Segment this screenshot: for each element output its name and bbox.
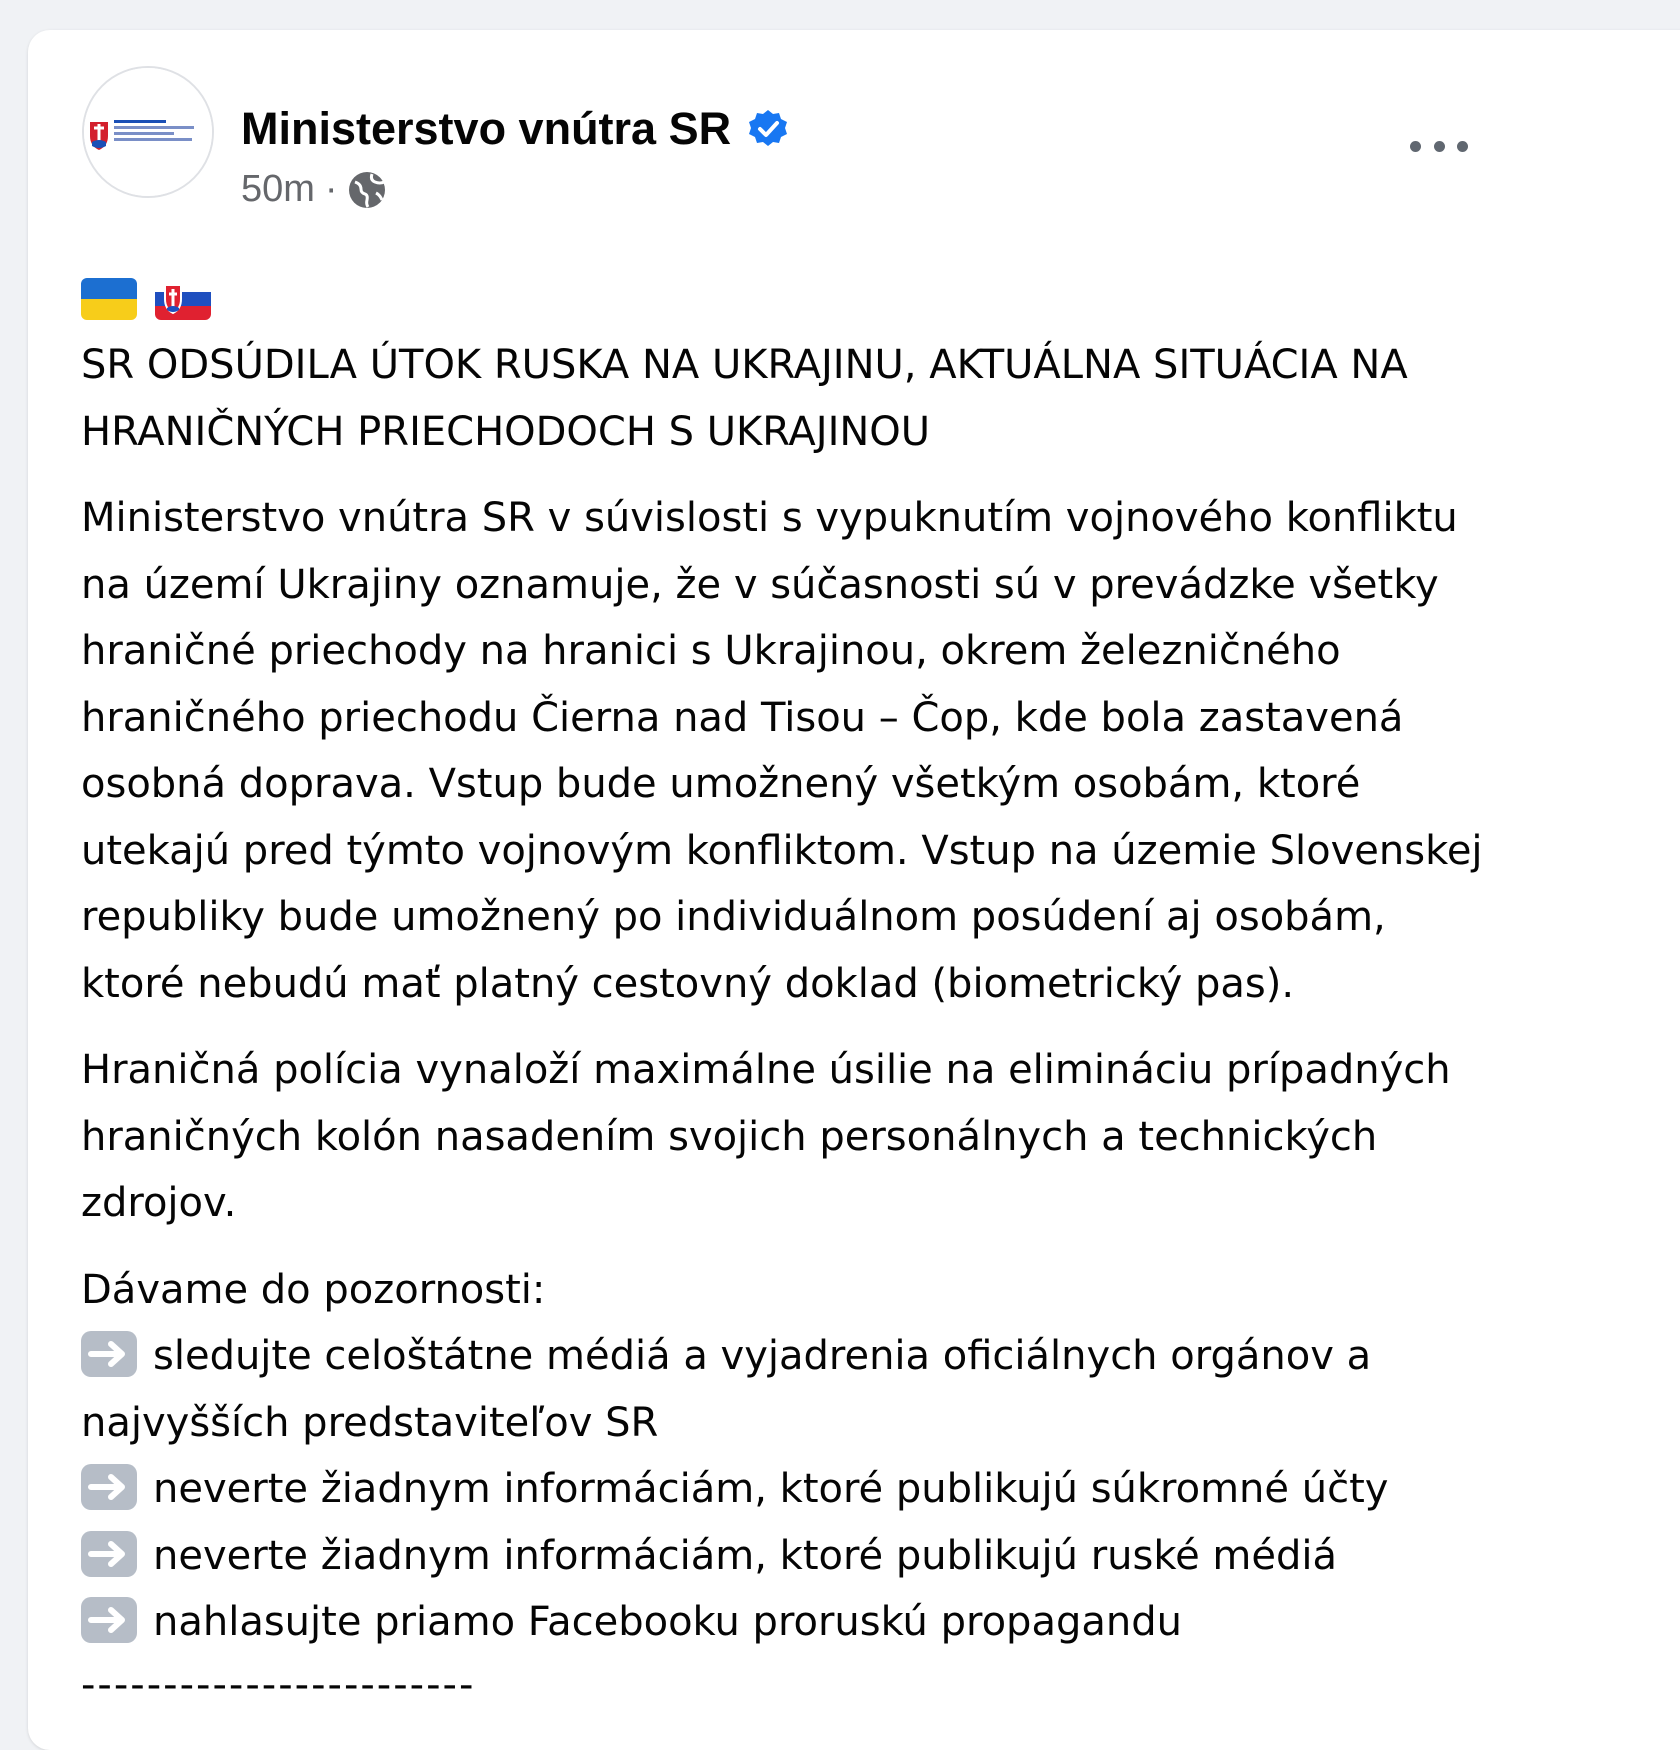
more-dot — [1434, 141, 1445, 152]
more-options-icon[interactable] — [1410, 126, 1468, 166]
list-item — [81, 1523, 1641, 1590]
meta-separator: · — [324, 168, 338, 210]
list-item — [81, 1323, 1641, 1456]
list-item-text: neverte žiadnym informáciám, ktoré publikujú súkromné účty — [153, 1466, 1389, 1512]
right-arrow-emoji-icon — [81, 1531, 137, 1577]
list-item-text: najvyšších predstaviteľov SR — [81, 1399, 659, 1446]
text-line: na území Ukrajiny oznamuje, že v súčasnosti sú v prevádzke všetky — [81, 561, 1439, 608]
more-dot — [1457, 141, 1468, 152]
verified-badge-icon — [747, 108, 789, 150]
page-avatar[interactable] — [82, 66, 214, 198]
globe-icon[interactable] — [346, 169, 388, 211]
attention-list — [81, 1257, 1641, 1719]
text-line: hraničné priechody na hranici s Ukrajinou, okrem železničného — [81, 628, 1341, 674]
page-name-text[interactable]: Ministerstvo vnútra SR — [241, 103, 732, 154]
list-item-text: neverte žiadnym informáciám, ktoré publikujú ruské médiá — [153, 1532, 1337, 1579]
text-line: zdrojov. — [81, 1180, 237, 1226]
list-item — [81, 1456, 1641, 1523]
right-arrow-emoji-icon — [81, 1331, 137, 1377]
text-separator: ------------------------ — [81, 1661, 476, 1708]
paragraph-police — [81, 1037, 1641, 1237]
text-line: republiky bude umožnený po individuálnom posúdení aj osobám, — [81, 894, 1386, 940]
page-name[interactable] — [241, 102, 789, 156]
post-headline — [81, 332, 1641, 465]
headline-line: SR ODSÚDILA ÚTOK RUSKA NA UKRAJINU, AKTUÁLNA SITUÁCIA NA — [81, 342, 1408, 388]
slovakia-flag-icon — [155, 278, 211, 320]
right-arrow-emoji-icon — [81, 1464, 137, 1510]
post-card — [28, 30, 1680, 1750]
text-line: Hraničná polícia vynaloží maximálne úsilie na elimináciu prípadných — [81, 1047, 1451, 1093]
right-arrow-emoji-icon — [81, 1597, 137, 1643]
headline-line: HRANIČNÝCH PRIECHODOCH S UKRAJINOU — [81, 408, 931, 455]
text-line: osobná doprava. Vstup bude umožnený všetkým osobám, ktoré — [81, 761, 1361, 807]
text-line: hraničného priechodu Čierna nad Tisou – Čop, kde bola zastavená — [81, 694, 1404, 741]
list-item-text: nahlasujte priamo Facebooku proruskú propagandu — [153, 1599, 1182, 1645]
text-line: ktoré nebudú mať platný cestovný doklad (biometrický pas). — [81, 960, 1295, 1007]
ukraine-flag-icon — [81, 278, 137, 320]
text-line: utekajú pred týmto vojnovým konfliktom. Vstup na územie Slovenskej — [81, 827, 1483, 874]
ministry-logo-icon — [84, 68, 212, 196]
paragraph-main — [81, 485, 1641, 1017]
list-item — [81, 1589, 1641, 1656]
flags-row — [81, 266, 1641, 332]
post-timestamp[interactable]: 50m — [241, 168, 315, 210]
text-line: Ministerstvo vnútra SR v súvislosti s vypuknutím vojnového konfliktu — [81, 495, 1458, 541]
more-dot — [1410, 141, 1421, 152]
text-line: hraničných kolón nasadením svojich personálnych a technických — [81, 1113, 1378, 1160]
attention-heading: Dávame do pozornosti: — [81, 1266, 546, 1313]
post-body — [81, 266, 1641, 1718]
list-item-text: sledujte celoštátne médiá a vyjadrenia oficiálnych orgánov a — [153, 1333, 1372, 1379]
post-meta — [241, 168, 388, 211]
